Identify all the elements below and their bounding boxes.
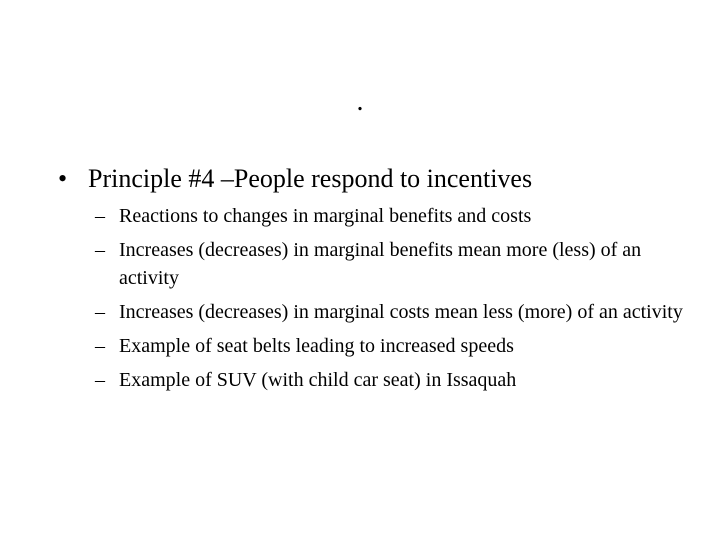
main-bullet [58, 163, 698, 195]
sub-bullet-text: Example of seat belts leading to increased speeds [119, 335, 514, 357]
sub-bullet [95, 298, 695, 326]
dash-marker: – [95, 239, 105, 261]
sub-bullet-list [95, 202, 695, 400]
sub-bullet-text: Increases (decreases) in marginal costs mean less (more) of an activity [119, 301, 683, 323]
slide-title: . [356, 86, 364, 117]
bullet-marker: • [58, 164, 68, 193]
sub-bullet [95, 332, 695, 360]
sub-bullet [95, 366, 695, 394]
sub-bullet-text: Increases (decreases) in marginal benefits mean more (less) of an activity [119, 239, 642, 289]
dash-marker: – [95, 301, 105, 323]
sub-bullet-text: Example of SUV (with child car seat) in Issaquah [119, 369, 517, 391]
sub-bullet-text: Reactions to changes in marginal benefits and costs [119, 205, 532, 227]
main-bullet-text: Principle #4 –People respond to incentives [88, 164, 533, 193]
sub-bullet [95, 236, 695, 292]
dash-marker: – [95, 369, 105, 391]
dash-marker: – [95, 335, 105, 357]
sub-bullet [95, 202, 695, 230]
dash-marker: – [95, 205, 105, 227]
